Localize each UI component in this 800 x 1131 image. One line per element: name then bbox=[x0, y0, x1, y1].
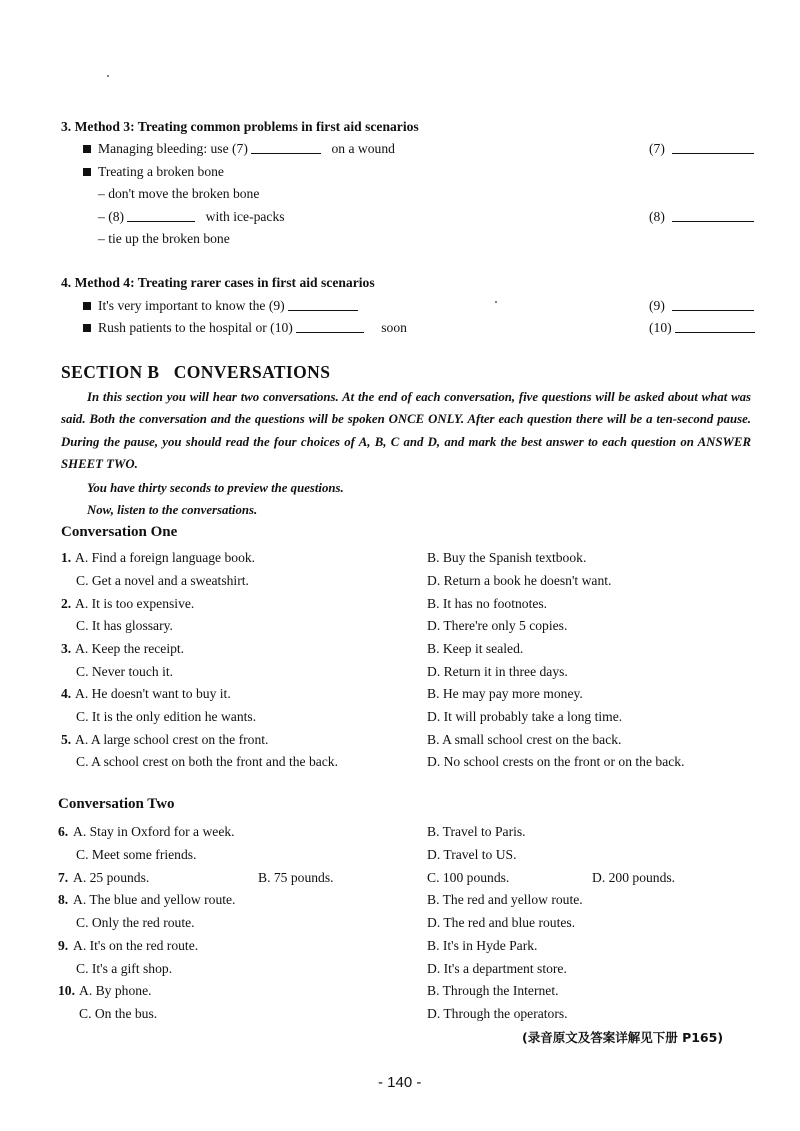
bullet-icon bbox=[83, 168, 91, 176]
choice-a[interactable]: A. Stay in Oxford for a week. bbox=[73, 824, 235, 839]
blank-8-inline bbox=[127, 209, 195, 222]
choice-d[interactable]: D. It's a department store. bbox=[427, 961, 567, 976]
method3-subline-3: – tie up the broken bone bbox=[98, 231, 230, 246]
choice-a[interactable]: A. 25 pounds. bbox=[73, 870, 150, 885]
method3-subline-1: – don't move the broken bone bbox=[98, 186, 260, 201]
method4-title: 4. Method 4: Treating rarer cases in first aid scenarios bbox=[61, 275, 375, 290]
choice-c[interactable]: C. Meet some friends. bbox=[76, 847, 197, 862]
choice-b[interactable]: B. The red and yellow route. bbox=[427, 892, 583, 907]
choice-c[interactable]: C. It has glossary. bbox=[76, 618, 173, 633]
choice-c[interactable]: C. A school crest on both the front and the back. bbox=[76, 754, 339, 769]
choice-d[interactable]: D. The red and blue routes. bbox=[427, 915, 576, 930]
choice-c[interactable]: C. Never touch it. bbox=[76, 664, 174, 679]
choice-c[interactable]: C. Only the red route. bbox=[76, 915, 195, 930]
question-number: 7. bbox=[58, 870, 69, 885]
choice-b[interactable]: B. Travel to Paris. bbox=[427, 824, 526, 839]
answer-slot-9[interactable]: (9) bbox=[649, 297, 754, 315]
choice-b[interactable]: B. It has no footnotes. bbox=[427, 596, 548, 611]
method3-title: 3. Method 3: Treating common problems in first aid scenarios bbox=[61, 119, 419, 134]
choice-c[interactable]: C. Get a novel and a sweatshirt. bbox=[76, 573, 249, 588]
choice-b[interactable]: B. 75 pounds. bbox=[258, 870, 334, 885]
method4-line-1: It's very important to know the (9) bbox=[83, 297, 358, 315]
blank-10-inline bbox=[296, 320, 364, 333]
choice-a[interactable]: A. The blue and yellow route. bbox=[73, 892, 236, 907]
listen-instruction: Now, listen to the conversations. bbox=[87, 503, 258, 517]
choice-a[interactable]: A. Keep the receipt. bbox=[75, 641, 185, 656]
question-number: 5. bbox=[61, 732, 72, 747]
blank-9-inline bbox=[288, 298, 358, 311]
question-number: 9. bbox=[58, 938, 69, 953]
scan-speck bbox=[107, 75, 109, 77]
choice-d[interactable]: D. Through the operators. bbox=[427, 1006, 568, 1021]
choice-d[interactable]: D. 200 pounds. bbox=[592, 870, 676, 885]
choice-a[interactable]: A. It's on the red route. bbox=[73, 938, 199, 953]
question-number: 1. bbox=[61, 550, 72, 565]
bullet-icon bbox=[83, 302, 91, 310]
choice-b[interactable]: B. He may pay more money. bbox=[427, 686, 583, 701]
section-b-instructions: In this section you will hear two conversations. At the end of each conversation, five questions will be asked about what was said. Both the conversation and the questions will be spoken ONCE ONLY. After each question there will be a ten-second pause. During the pause, you should read the four choices of A, B, C and D, and mark the best answer to each question on ANSWER SHEET TWO. bbox=[61, 390, 751, 471]
choice-a[interactable]: A. A large school crest on the front. bbox=[75, 732, 269, 747]
choice-a[interactable]: A. It is too expensive. bbox=[75, 596, 195, 611]
choice-b[interactable]: B. A small school crest on the back. bbox=[427, 732, 622, 747]
question-number: 3. bbox=[61, 641, 72, 656]
bullet-icon bbox=[83, 145, 91, 153]
question-number: 8. bbox=[58, 892, 69, 907]
choice-b[interactable]: B. Buy the Spanish textbook. bbox=[427, 550, 587, 565]
choice-c[interactable]: C. It's a gift shop. bbox=[76, 961, 173, 976]
answer-slot-8[interactable]: (8) bbox=[649, 208, 754, 226]
method3-subline-2: – (8) with ice-packs bbox=[98, 209, 285, 224]
question-number: 4. bbox=[61, 686, 72, 701]
choice-b[interactable]: B. It's in Hyde Park. bbox=[427, 938, 538, 953]
choice-b[interactable]: B. Keep it sealed. bbox=[427, 641, 524, 656]
choice-d[interactable]: D. Return a book he doesn't want. bbox=[427, 573, 612, 588]
answer-reference-note: (录音原文及答案详解见下册 P165) bbox=[522, 1030, 724, 1045]
section-b-heading: SECTION B CONVERSATIONS bbox=[61, 362, 331, 382]
conversation-one-title: Conversation One bbox=[61, 524, 178, 540]
choice-b[interactable]: B. Through the Internet. bbox=[427, 983, 559, 998]
question-number: 10. bbox=[58, 983, 75, 998]
blank-7-inline bbox=[251, 141, 321, 154]
preview-instruction: You have thirty seconds to preview the questions. bbox=[87, 481, 344, 495]
conversation-two-title: Conversation Two bbox=[58, 796, 175, 812]
choice-d[interactable]: D. It will probably take a long time. bbox=[427, 709, 623, 724]
question-number: 2. bbox=[61, 596, 72, 611]
method4-line-2: Rush patients to the hospital or (10) soon bbox=[83, 319, 407, 337]
answer-slot-10[interactable]: (10) bbox=[649, 319, 755, 337]
method3-broken-bone-line: Treating a broken bone bbox=[83, 163, 224, 181]
choice-d[interactable]: D. Travel to US. bbox=[427, 847, 517, 862]
answer-slot-7[interactable]: (7) bbox=[649, 140, 754, 158]
choice-d[interactable]: D. There're only 5 copies. bbox=[427, 618, 568, 633]
choice-a[interactable]: A. Find a foreign language book. bbox=[75, 550, 256, 565]
method3-bleeding-line: Managing bleeding: use (7) on a wound bbox=[83, 140, 395, 158]
choice-d[interactable]: D. Return it in three days. bbox=[427, 664, 568, 679]
choice-c[interactable]: C. It is the only edition he wants. bbox=[76, 709, 257, 724]
bullet-icon bbox=[83, 324, 91, 332]
scan-speck bbox=[495, 301, 497, 303]
choice-d[interactable]: D. No school crests on the front or on the back. bbox=[427, 754, 685, 769]
page-number: - 140 - bbox=[378, 1074, 422, 1091]
choice-a[interactable]: A. By phone. bbox=[79, 983, 152, 998]
choice-c[interactable]: C. 100 pounds. bbox=[427, 870, 510, 885]
question-number: 6. bbox=[58, 824, 69, 839]
choice-c[interactable]: C. On the bus. bbox=[79, 1006, 158, 1021]
choice-a[interactable]: A. He doesn't want to buy it. bbox=[75, 686, 231, 701]
